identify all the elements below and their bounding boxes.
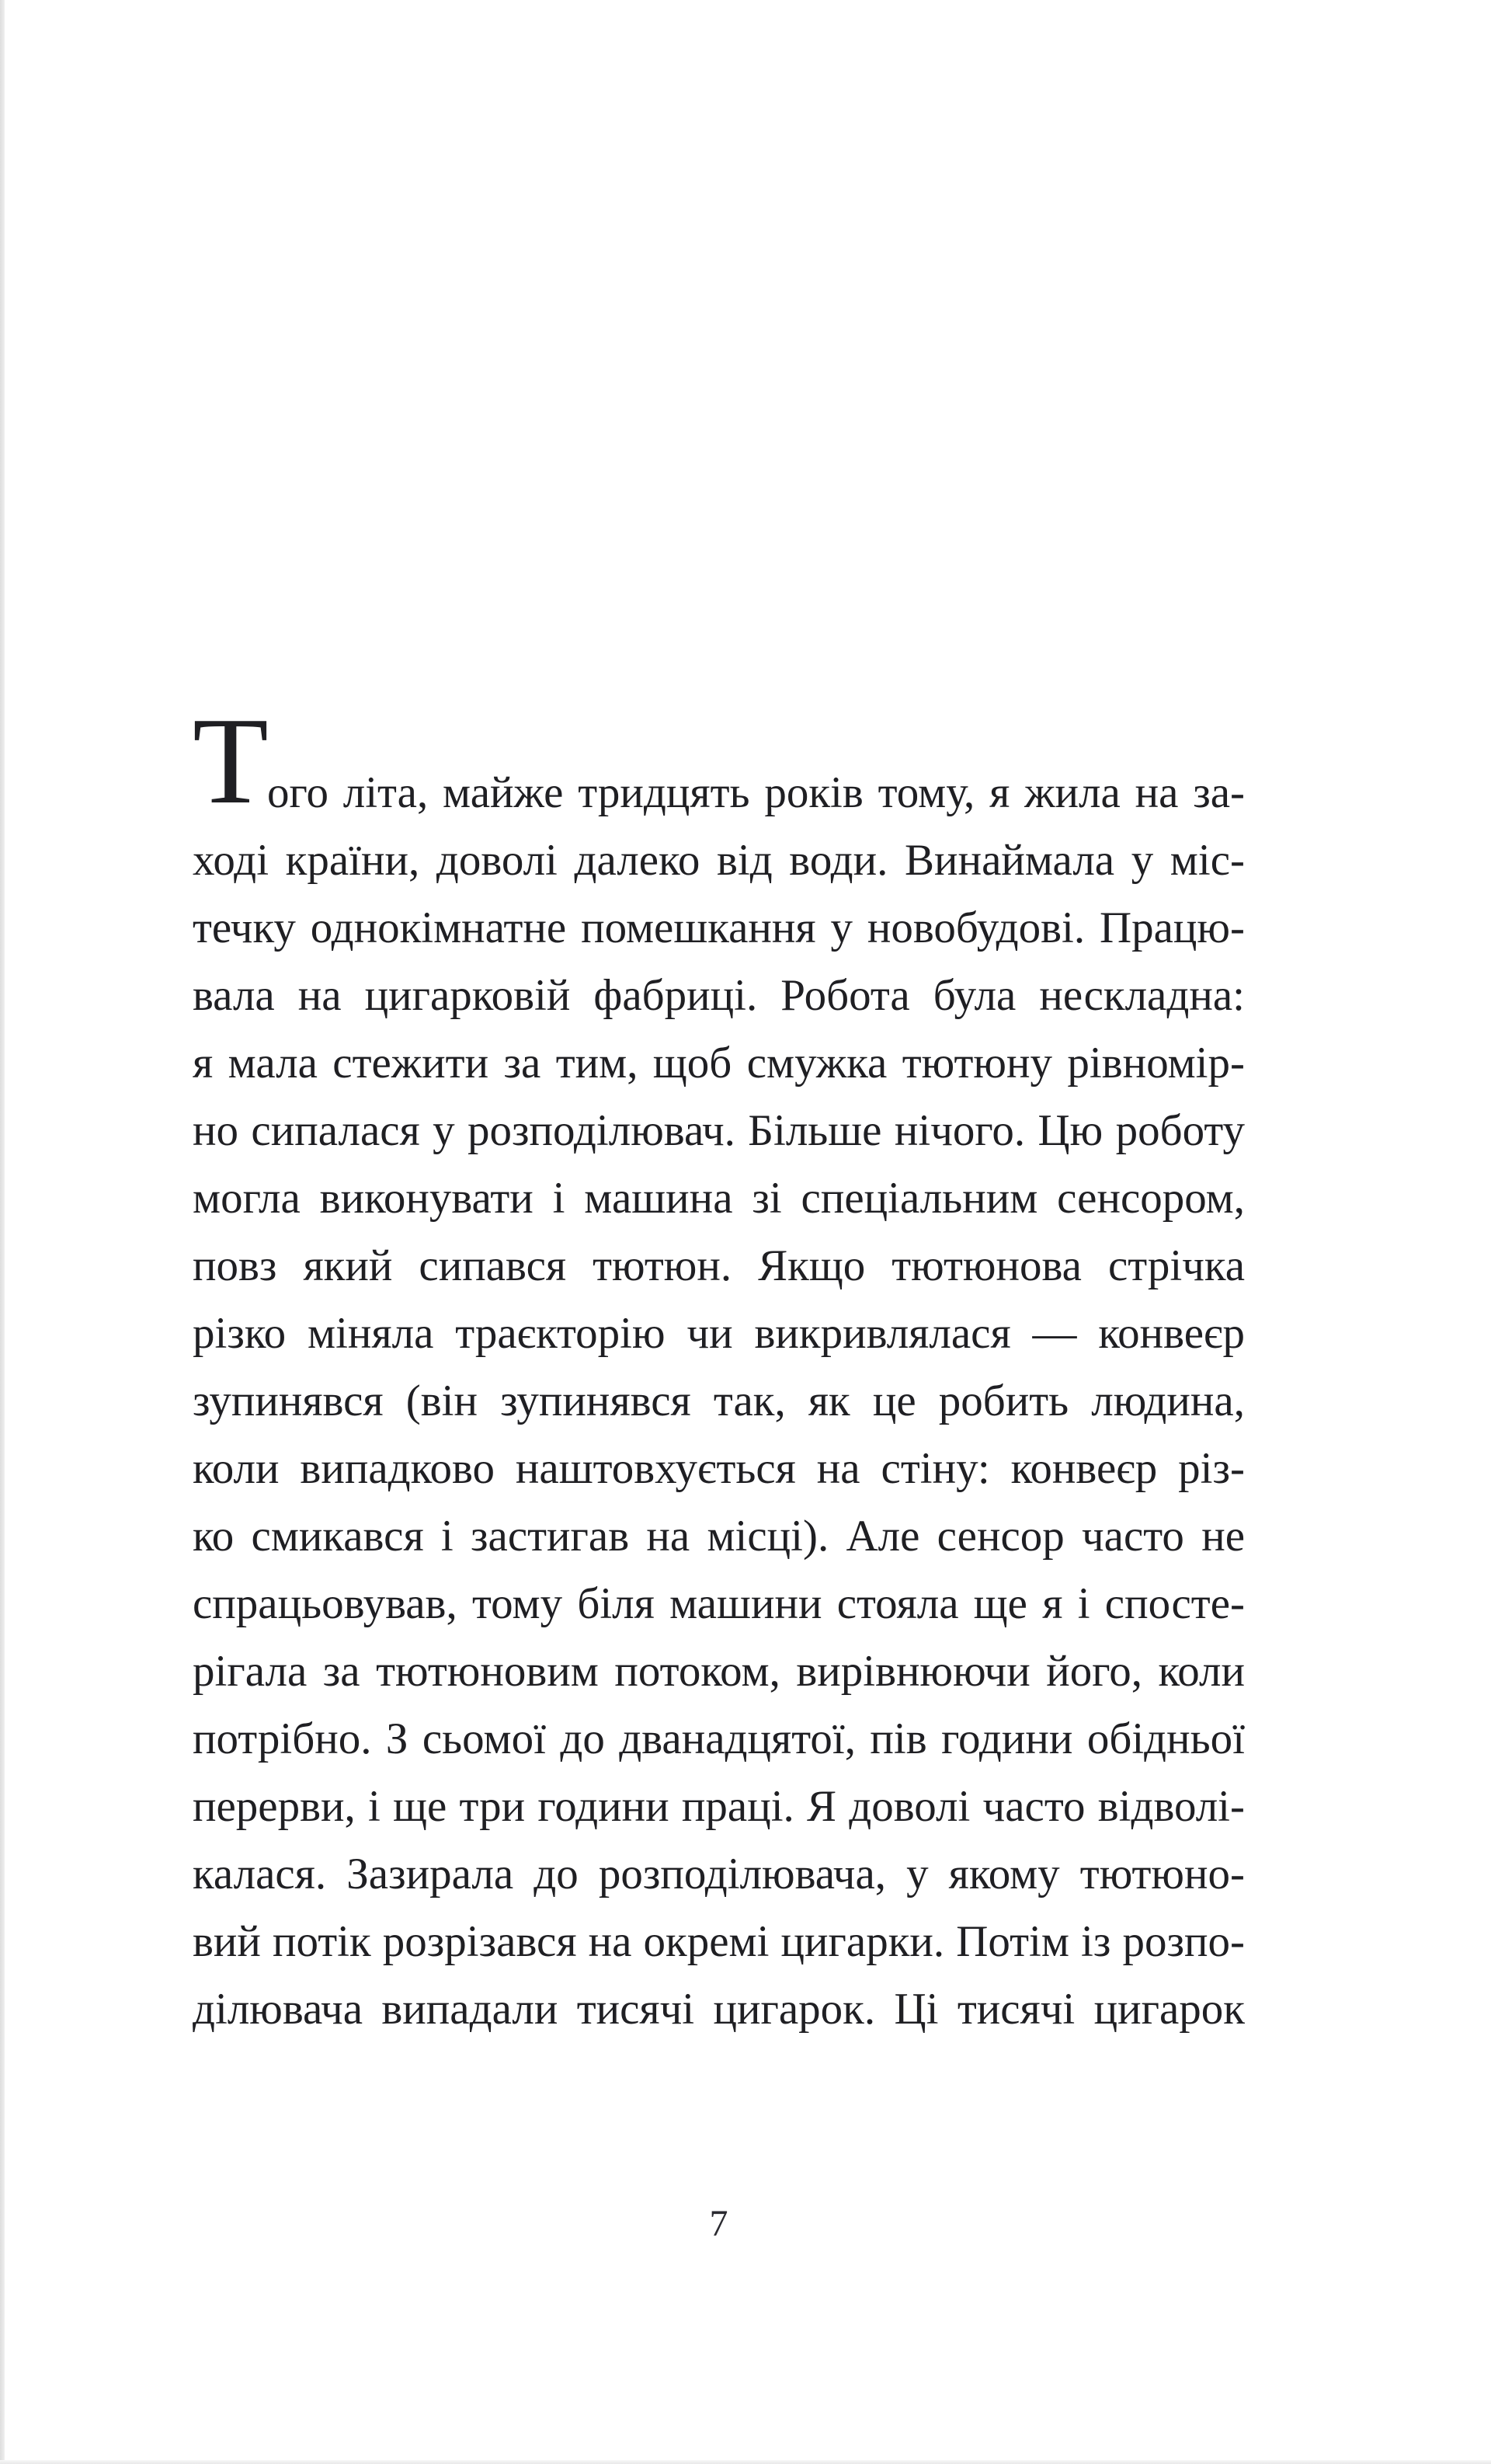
paragraph-line (193, 1773, 1245, 1840)
line-text: могла виконувати і машина зі спеціальним сенсором, (193, 1174, 1245, 1223)
first-line-text: ого літа, майже тридцять років тому, я жила на за- (267, 768, 1245, 817)
paragraph-first-line (193, 691, 1245, 830)
paragraph-line (193, 1300, 1245, 1367)
line-text: я мала стежити за тим, щоб смужка тютюну рівномір- (193, 1039, 1245, 1088)
paragraph-line (193, 1097, 1245, 1164)
paragraph-line (193, 962, 1245, 1029)
line-text: повз який сипався тютюн. Якщо тютюнова стрічка (193, 1241, 1245, 1290)
paragraph-line (193, 1232, 1245, 1300)
paragraph-block (193, 691, 1245, 2043)
line-text: перерви, і ще три години праці. Я доволі часто відволі- (193, 1782, 1245, 1831)
line-text: но сипалася у розподілювач. Більше нічого. Цю роботу (193, 1106, 1245, 1155)
line-text: рігала за тютюновим потоком, вирівнюючи його, коли (193, 1647, 1245, 1696)
line-text: течку однокімнатне помешкання у новобудові. Працю- (193, 903, 1245, 952)
paragraph-line (193, 894, 1245, 962)
paragraph-line (193, 1367, 1245, 1435)
paragraph-line (193, 1435, 1245, 1502)
paragraph-line (193, 1975, 1245, 2043)
paragraph-lines (193, 827, 1245, 2043)
paragraph-line (193, 1502, 1245, 1570)
line-text: коли випадково наштовхується на стіну: конвеєр різ- (193, 1444, 1245, 1493)
line-text: ході країни, доволі далеко від води. Винаймала у міс- (193, 836, 1245, 885)
line-text: спрацьовував, тому біля машини стояла ще я і спосте- (193, 1579, 1245, 1628)
line-text: калася. Зазирала до розподілювача, у якому тютюно- (193, 1850, 1245, 1898)
paragraph-line (193, 1840, 1245, 1908)
dropcap-letter: Т (193, 691, 269, 830)
paragraph-line (193, 1164, 1245, 1232)
paragraph-line (193, 1908, 1245, 1975)
line-text: різко міняла траєкторію чи викривлялася — конвеєр (193, 1309, 1245, 1358)
paragraph-line (193, 827, 1245, 894)
page-left-edge-shadow (0, 0, 5, 2464)
line-text: потрібно. З сьомої до дванадцятої, пів години обідньої (193, 1714, 1245, 1763)
paragraph-line (193, 1637, 1245, 1705)
line-text: ко смикався і застигав на місці). Але сенсор часто не (193, 1512, 1245, 1561)
page-number: 7 (709, 2203, 728, 2244)
line-text: зупинявся (він зупинявся так, як це робить людина, (193, 1376, 1245, 1425)
line-text: вий потік розрізався на окремі цигарки. Потім із розпо- (193, 1917, 1245, 1966)
paragraph-line (193, 1570, 1245, 1637)
line-text: ділювача випадали тисячі цигарок. Ці тисячі цигарок (193, 1985, 1245, 2034)
page-bottom-edge-shadow (0, 2460, 1491, 2464)
paragraph-line (193, 1029, 1245, 1097)
paragraph-line (193, 1705, 1245, 1773)
line-text: вала на цигарковій фабриці. Робота була нескладна: (193, 971, 1245, 1020)
